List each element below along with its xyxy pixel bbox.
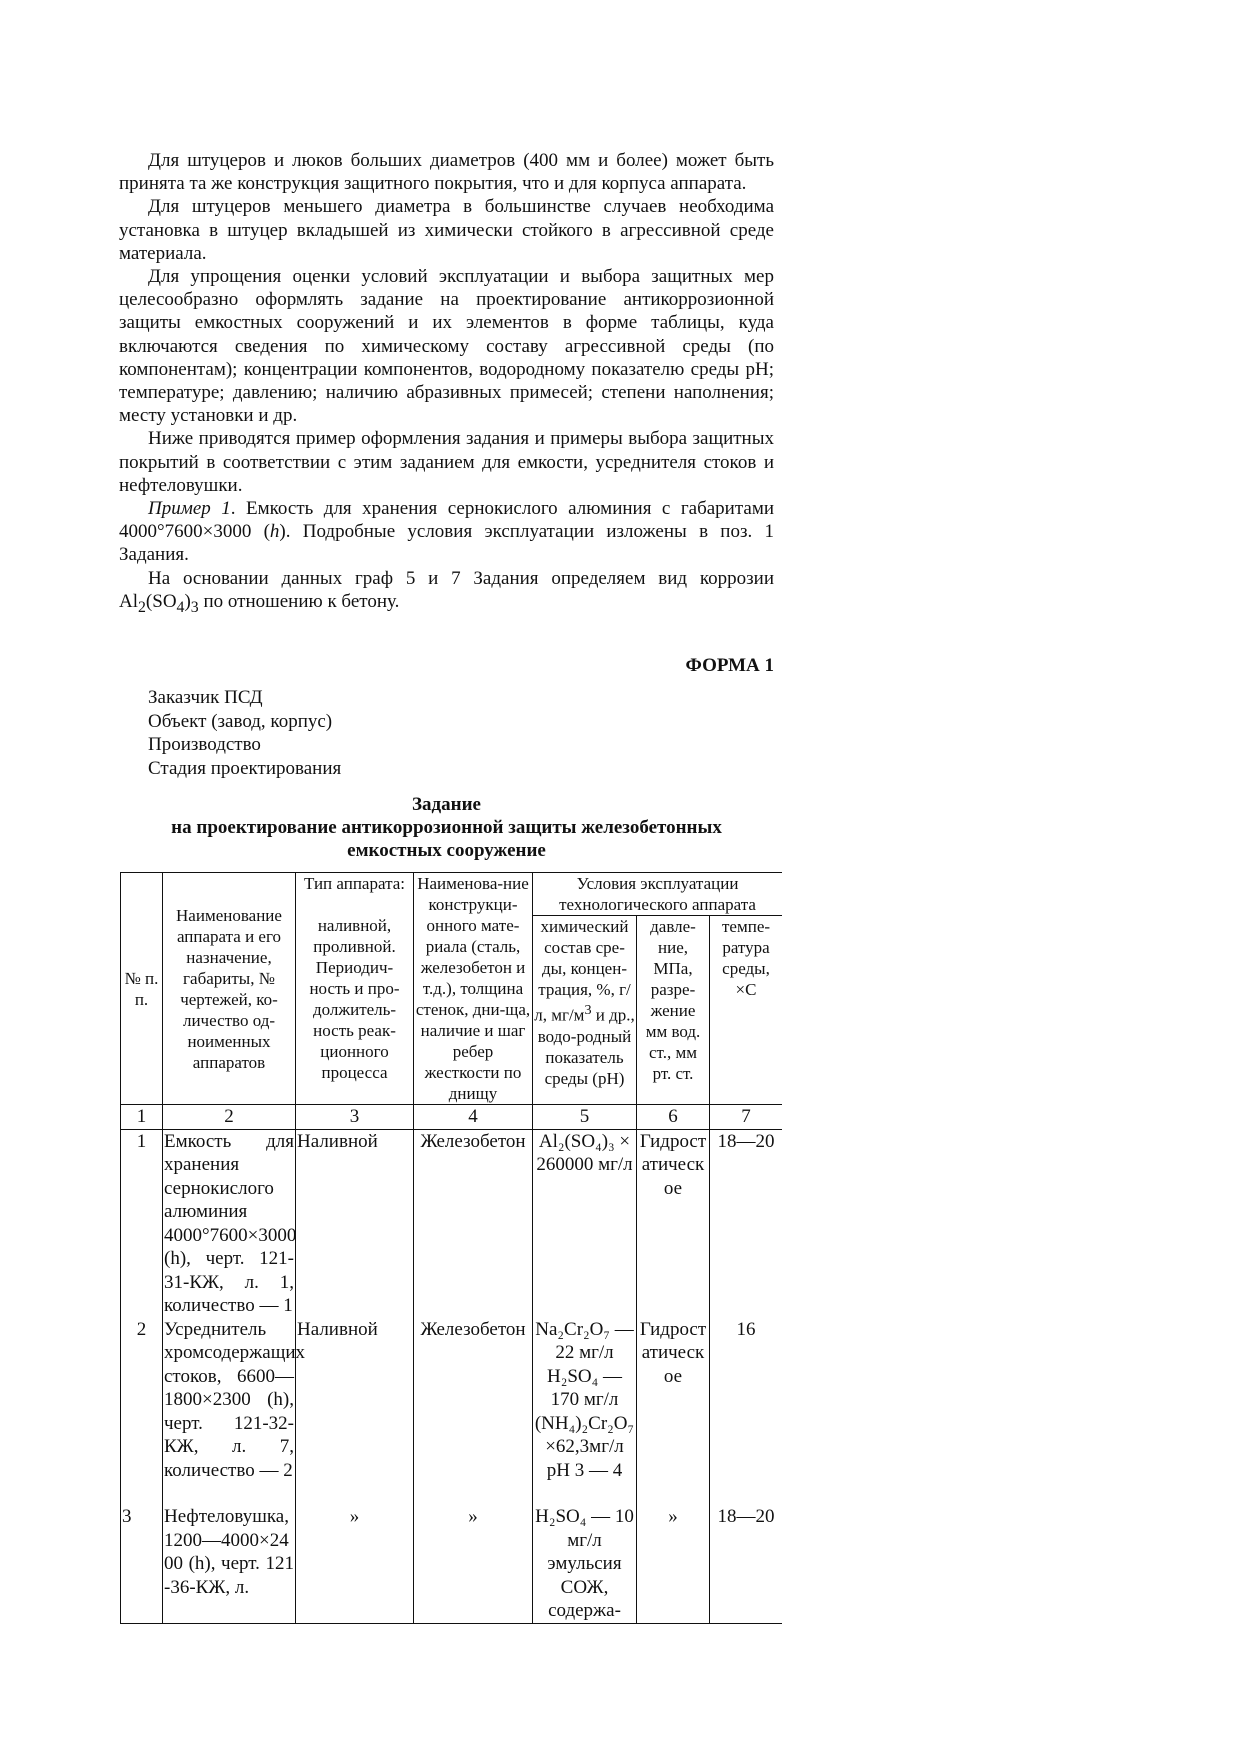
col-number: 3 [296, 1105, 414, 1130]
header-chem-b: и др., водо-родный показатель среды (рН) [537, 1005, 635, 1088]
row-chem: H₂SO₄ — 10 мг/л эмульсия СОЖ, содержа- [533, 1482, 637, 1623]
task-title-line: емкостных сооружение [347, 840, 546, 861]
row-type: » [296, 1482, 414, 1623]
corrosion-mid: (SO [145, 590, 177, 612]
table-row [121, 1129, 783, 1318]
row-temp: 18—20 [710, 1129, 783, 1318]
row-chem: Al₂(SO₄)₃ × 260000 мг/л [533, 1129, 637, 1318]
sup: 3 [584, 1002, 592, 1018]
chem-line: (NH₄)₂Cr₂O₇ ×62,3мг/л [534, 1412, 635, 1457]
task-title [119, 793, 774, 862]
row-num: 3 [121, 1482, 163, 1623]
sub: 4 [176, 598, 185, 616]
body-text [119, 149, 774, 619]
task-title-line: Задание [412, 794, 481, 815]
meta-block [148, 686, 341, 780]
column-number-row [121, 1105, 783, 1130]
paragraph: Для штуцеров и люков больших диаметров (400 мм и более) может быть принята та же конструкция защитного покрытия, что и для корпуса аппарата. [119, 150, 774, 195]
table-row [121, 1318, 783, 1483]
form-label: ФОРМА 1 [685, 655, 774, 676]
header-pressure: давле-ние, МПа, разре-жение мм вод. ст., мм рт. ст. [637, 916, 710, 1105]
col-number: 4 [414, 1105, 533, 1130]
header-chem [533, 916, 637, 1105]
meta-line: Стадия проектирования [148, 757, 342, 779]
example-paragraph [119, 497, 774, 567]
table-row [121, 1482, 783, 1623]
row-type: Наливной [296, 1318, 414, 1483]
header-type-body: наливной, проливной. Периодич-ность и про-должитель-ность реак-ционного процесса [309, 916, 400, 1082]
sub: 3 [190, 598, 199, 616]
meta-line: Заказчик ПСД [148, 687, 263, 708]
row-material: » [414, 1482, 533, 1623]
col-number: 2 [163, 1105, 296, 1130]
header-material: Наименова-ние конструкци-онного мате-риала (сталь, железобетон и т.д.), толщина стенок, дни-ща, наличие и шаг ребер жесткости по днищу [414, 873, 533, 1105]
corrosion-suffix: по отношению к бетону. [198, 590, 400, 612]
row-material: Железобетон [414, 1318, 533, 1483]
row-num: 1 [121, 1129, 163, 1318]
header-conditions: Условия эксплуатации технологического аппарата [533, 873, 783, 916]
task-title-line: на проектирование антикоррозионной защиты железобетонных [171, 817, 722, 838]
task-table [120, 872, 782, 1624]
paragraph: Ниже приводятся пример оформления задания и примеры выбора защитных покрытий в соответствии с этим заданием для емкости, усреднителя стоков и нефтеловушки. [119, 428, 774, 496]
paragraph: Для упрощения оценки условий эксплуатации и выбора защитных мер целесообразно оформлять задание на проектирование антикоррозионной защиты емкостных сооружений и их элементов в форме таблицы, куда включаются сведения по химическому составу агрессивной среды (по компонентам); концентрации компонентов, водородному показателю среды pH; температуре; давлению; наличию абразивных примесей; степени наполнения; месту установки и др. [119, 266, 774, 427]
chem-line: H₂SO₄ — 170 мг/л [546, 1365, 622, 1410]
task-table-wrap [120, 872, 782, 1672]
example-h: h [269, 521, 280, 543]
row-pressure: Гидростатическое [637, 1318, 710, 1483]
col-number: 6 [637, 1105, 710, 1130]
row-temp: 18—20 [710, 1482, 783, 1623]
header-chem-a: химический состав сре-ды, концен-трация, %, г/л, мг/м [534, 917, 631, 1025]
row-material: Железобетон [414, 1129, 533, 1318]
header-temp: темпе-ратура среды, ×С [710, 916, 783, 1105]
meta-line: Производство [148, 734, 261, 755]
col-number: 7 [710, 1105, 783, 1130]
table-header-row [121, 873, 783, 916]
chem-line: Na₂Cr₂O₇ — 22 мг/л [535, 1318, 634, 1363]
col-number: 5 [533, 1105, 637, 1130]
row-name: Нефтеловушка, 1200—4000×2400 (h), черт. 121-36-КЖ, л. [163, 1482, 296, 1623]
corrosion-prefix: На основании данных граф 5 и 7 Задания определяем вид коррозии Al [119, 567, 774, 612]
header-type [296, 873, 414, 1105]
corrosion-paragraph [119, 567, 774, 619]
header-num: № п. п. [121, 873, 163, 1105]
example-text-b: ). Подробные условия эксплуатации изложены в поз. 1 Задания. [119, 521, 774, 566]
meta-line: Объект (завод, корпус) [148, 710, 333, 732]
row-name: Усреднитель хромсодержащих стоков, 6600—1800×2300 (h), черт. 121-32-КЖ, л. 7, количество — 2 [164, 1318, 306, 1481]
sub: 2 [138, 598, 146, 616]
row-num: 2 [121, 1318, 163, 1483]
example-text-a: . Емкость для хранения сернокислого алюминия с габаритами 4000°7600×3000 ( [119, 498, 775, 543]
chem-line: pH 3 — 4 [546, 1459, 623, 1481]
corrosion-mid2: ) [184, 590, 191, 612]
row-chem [533, 1318, 637, 1483]
row-pressure: Гидростатическое [637, 1129, 710, 1318]
row-type: Наливной [296, 1129, 414, 1318]
example-label: Пример 1 [148, 498, 231, 520]
row-pressure: » [637, 1482, 710, 1623]
row-name: Емкость для хранения сернокислого алюминия 4000°7600×3000 (h), черт. 121-31-КЖ, л. 1, количество — 1 [164, 1130, 297, 1316]
row-temp: 16 [710, 1318, 783, 1483]
header-type-top: Тип аппарата: [304, 874, 405, 893]
col-number: 1 [121, 1105, 163, 1130]
paragraph: Для штуцеров меньшего диаметра в большинстве случаев необходима установка в штуцер вкладышей из химически стойкого в агрессивной среде материала. [119, 196, 774, 264]
header-name: Наименование аппарата и его назначение, габариты, № чертежей, ко-личество од-ноименных аппаратов [163, 873, 296, 1105]
